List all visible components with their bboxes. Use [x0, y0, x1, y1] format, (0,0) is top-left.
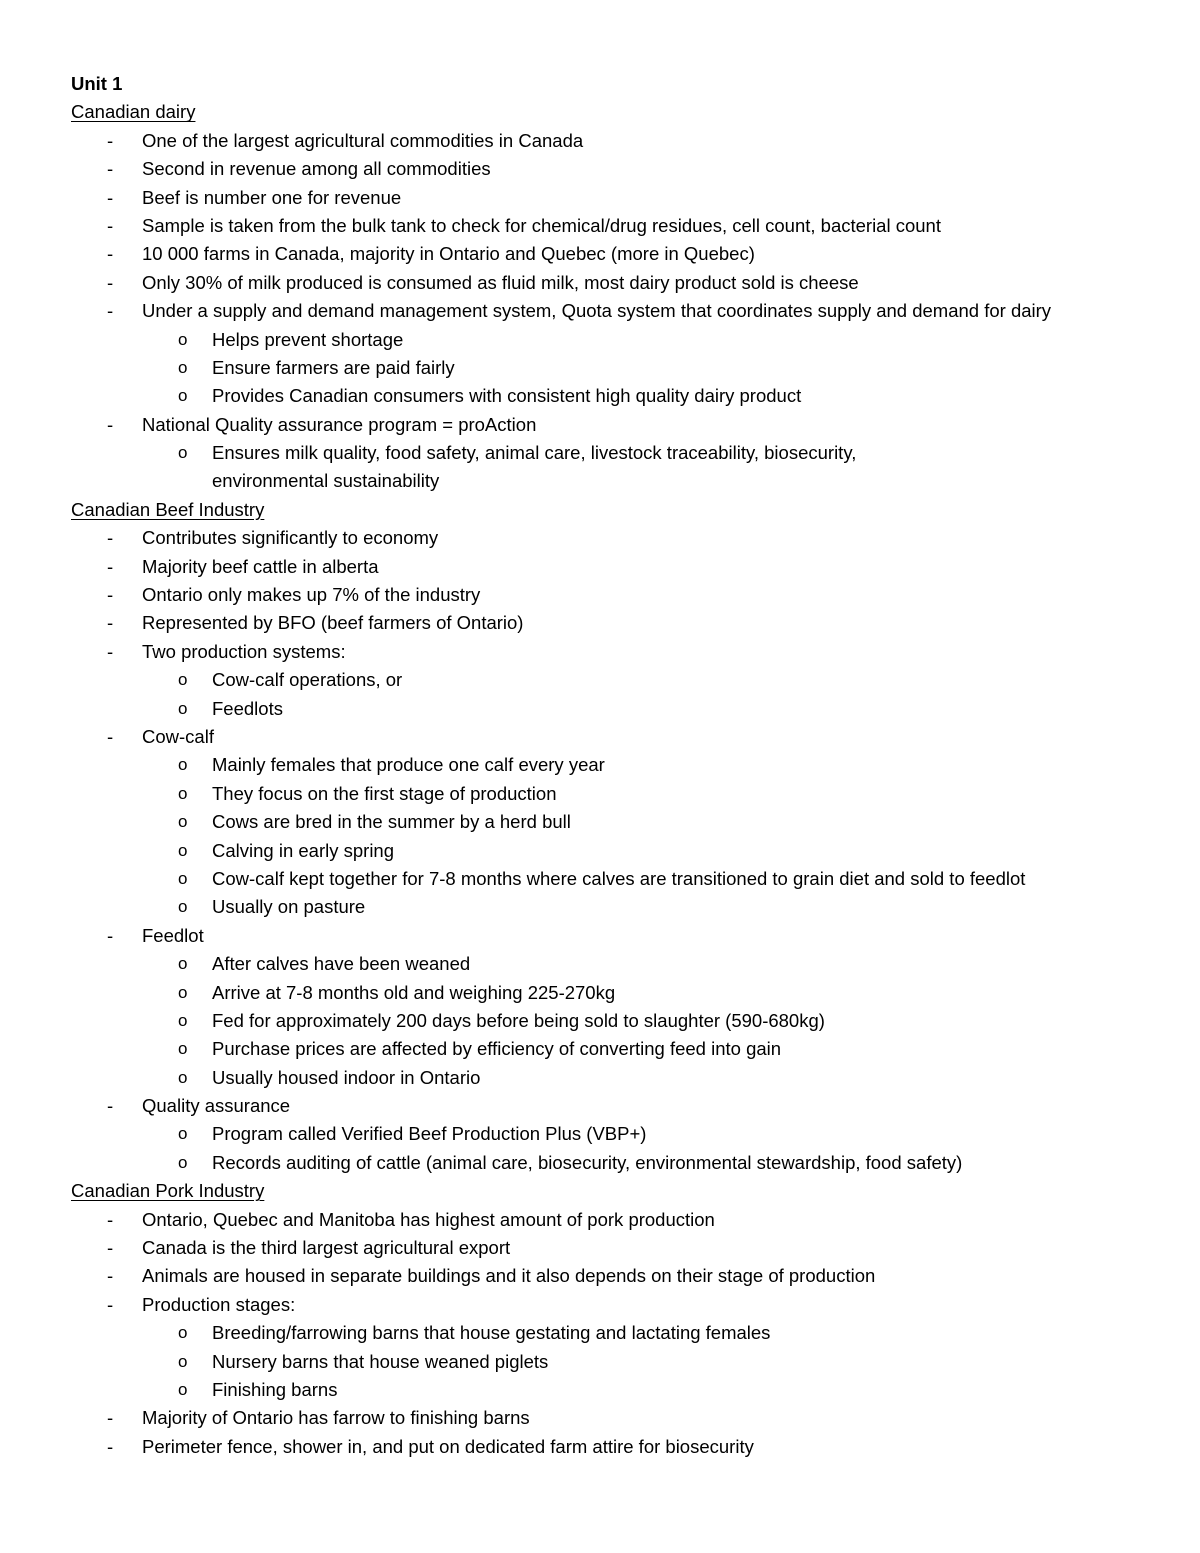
sub-list-item-text: Cow-calf kept together for 7-8 months where calves are transitioned to grain diet and sold to feedlot: [212, 867, 1026, 889]
dash-bullet: -: [107, 300, 114, 322]
list-item-text: Perimeter fence, shower in, and put on dedicated farm attire for biosecurity: [142, 1435, 754, 1457]
circle-bullet: o: [178, 1152, 188, 1172]
dash-bullet: -: [107, 129, 114, 151]
dash-bullet: -: [107, 527, 114, 549]
list-item: [71, 1404, 1131, 1432]
circle-bullet: o: [178, 954, 188, 974]
section-heading: [71, 1177, 1131, 1205]
sub-list-item-text: Purchase prices are affected by efficiency of converting feed into gain: [212, 1038, 782, 1060]
document-content: [71, 98, 1131, 1461]
sub-list-item-text: Program called Verified Beef Production Plus (VBP+): [212, 1123, 647, 1145]
section-heading: [71, 496, 1131, 524]
sub-list-item-text: Usually housed indoor in Ontario: [212, 1066, 481, 1088]
circle-bullet: o: [178, 1039, 188, 1059]
list-item: [71, 553, 1131, 581]
dash-bullet: -: [107, 1435, 114, 1457]
list-item: [71, 155, 1131, 183]
circle-bullet: o: [178, 443, 188, 463]
list-item-text: National Quality assurance program = proAction: [142, 413, 537, 435]
sub-list-item: [71, 1120, 1131, 1148]
circle-bullet: o: [178, 1323, 188, 1343]
section-heading-text: Canadian dairy: [71, 101, 196, 123]
list-item-text: 10 000 farms in Canada, majority in Ontario and Quebec (more in Quebec): [142, 243, 755, 265]
sub-list-item: [71, 780, 1131, 808]
dash-bullet: -: [107, 1095, 114, 1117]
list-item-text: Ontario only makes up 7% of the industry: [142, 584, 481, 606]
list-item-text: Two production systems:: [142, 640, 346, 662]
sub-list-item-text: After calves have been weaned: [212, 953, 471, 975]
section-heading-text: Canadian Beef Industry: [71, 498, 265, 520]
list-item: [71, 1092, 1131, 1120]
dash-bullet: -: [107, 1407, 114, 1429]
dash-bullet: -: [107, 584, 114, 606]
list-item: [71, 723, 1131, 751]
sub-list-item: [71, 950, 1131, 978]
sub-list-item-text: Helps prevent shortage: [212, 328, 404, 350]
list-item: [71, 1262, 1131, 1290]
sub-list-item: [71, 1149, 1131, 1177]
circle-bullet: o: [178, 698, 188, 718]
list-item-text: Production stages:: [142, 1293, 296, 1315]
dash-bullet: -: [107, 1208, 114, 1230]
circle-bullet: o: [178, 1067, 188, 1087]
list-item-text: Contributes significantly to economy: [142, 527, 439, 549]
list-item-text: Majority beef cattle in alberta: [142, 555, 379, 577]
list-item-text: Cow-calf: [142, 725, 214, 747]
sub-list-item-text: Usually on pasture: [212, 896, 366, 918]
list-item-text: Under a supply and demand management system, Quota system that coordinates supply and demand for dairy: [142, 300, 1052, 322]
list-item: [71, 297, 1131, 325]
sub-list-item-text: Ensures milk quality, food safety, animal care, livestock traceability, biosecurity,: [212, 442, 857, 464]
list-item: [71, 411, 1131, 439]
sub-list-item-text: Breeding/farrowing barns that house gestating and lactating females: [212, 1322, 771, 1344]
list-item-text: Quality assurance: [142, 1095, 291, 1117]
dash-bullet: -: [107, 158, 114, 180]
sub-list-item-text: Cows are bred in the summer by a herd bull: [212, 811, 571, 833]
sub-list-item-text: Fed for approximately 200 days before being sold to slaughter (590-680kg): [212, 1009, 825, 1031]
sub-list-item: [71, 1376, 1131, 1404]
list-item: [71, 1291, 1131, 1319]
circle-bullet: o: [178, 840, 188, 860]
sub-list-item-text: Feedlots: [212, 697, 283, 719]
sub-list-item-continuation: [71, 467, 1131, 495]
dash-bullet: -: [107, 555, 114, 577]
list-item-text: Only 30% of milk produced is consumed as fluid milk, most dairy product sold is cheese: [142, 271, 859, 293]
sub-list-item: [71, 808, 1131, 836]
sub-list-item: [71, 382, 1131, 410]
list-item-text: Represented by BFO (beef farmers of Ontario): [142, 612, 524, 634]
section-heading: [71, 98, 1131, 126]
dash-bullet: -: [107, 1293, 114, 1315]
sub-list-item: [71, 1035, 1131, 1063]
dash-bullet: -: [107, 243, 114, 265]
document-title: Unit 1: [71, 73, 123, 94]
sub-list-item-text: Calving in early spring: [212, 839, 395, 861]
circle-bullet: o: [178, 812, 188, 832]
sub-list-item: [71, 1064, 1131, 1092]
list-item: [71, 638, 1131, 666]
list-item-text: One of the largest agricultural commodities in Canada: [142, 129, 584, 151]
circle-bullet: o: [178, 1351, 188, 1371]
list-item: [71, 609, 1131, 637]
list-item-text: Ontario, Quebec and Manitoba has highest amount of pork production: [142, 1208, 715, 1230]
sub-list-item-text: Provides Canadian consumers with consistent high quality dairy product: [212, 385, 802, 407]
sub-list-item: [71, 751, 1131, 779]
list-item: [71, 127, 1131, 155]
list-item: [71, 1234, 1131, 1262]
list-item-text: Animals are housed in separate buildings and it also depends on their stage of production: [142, 1265, 876, 1287]
circle-bullet: o: [178, 1379, 188, 1399]
dash-bullet: -: [107, 1265, 114, 1287]
sub-list-item: [71, 326, 1131, 354]
sub-list-item-text: They focus on the first stage of production: [212, 782, 557, 804]
sub-list-item-text: Cow-calf operations, or: [212, 669, 403, 691]
sub-list-item-text: Ensure farmers are paid fairly: [212, 356, 455, 378]
circle-bullet: o: [178, 1124, 188, 1144]
list-item: [71, 524, 1131, 552]
sub-list-item: [71, 354, 1131, 382]
list-item-text: Beef is number one for revenue: [142, 186, 402, 208]
list-item-text: Canada is the third largest agricultural export: [142, 1237, 511, 1259]
sub-list-item: [71, 893, 1131, 921]
sub-list-item: [71, 666, 1131, 694]
list-item: [71, 184, 1131, 212]
sub-list-item: [71, 1348, 1131, 1376]
dash-bullet: -: [107, 271, 114, 293]
sub-list-item-text: Arrive at 7-8 months old and weighing 225-270kg: [212, 981, 616, 1003]
sub-list-item: [71, 1319, 1131, 1347]
circle-bullet: o: [178, 386, 188, 406]
dash-bullet: -: [107, 640, 114, 662]
circle-bullet: o: [178, 868, 188, 888]
circle-bullet: o: [178, 1010, 188, 1030]
dash-bullet: -: [107, 1237, 114, 1259]
list-item: [71, 1206, 1131, 1234]
sub-list-item-text: Mainly females that produce one calf every year: [212, 754, 605, 776]
list-item: [71, 240, 1131, 268]
sub-list-item-text-continuation: environmental sustainability: [212, 470, 440, 492]
circle-bullet: o: [178, 755, 188, 775]
dash-bullet: -: [107, 186, 114, 208]
sub-list-item: [71, 837, 1131, 865]
dash-bullet: -: [107, 413, 114, 435]
circle-bullet: o: [178, 783, 188, 803]
list-item: [71, 269, 1131, 297]
list-item-text: Sample is taken from the bulk tank to check for chemical/drug residues, cell count, bacterial count: [142, 214, 941, 236]
sub-list-item: [71, 865, 1131, 893]
dash-bullet: -: [107, 214, 114, 236]
sub-list-item: [71, 1007, 1131, 1035]
dash-bullet: -: [107, 725, 114, 747]
list-item-text: Majority of Ontario has farrow to finishing barns: [142, 1407, 530, 1429]
list-item: [71, 581, 1131, 609]
sub-list-item: [71, 979, 1131, 1007]
list-item: [71, 922, 1131, 950]
sub-list-item-text: Records auditing of cattle (animal care, biosecurity, environmental stewardship, food safety): [212, 1151, 963, 1173]
section-heading-text: Canadian Pork Industry: [71, 1180, 265, 1202]
list-item-text: Feedlot: [142, 924, 204, 946]
list-item: [71, 212, 1131, 240]
dash-bullet: -: [107, 612, 114, 634]
circle-bullet: o: [178, 670, 188, 690]
list-item-text: Second in revenue among all commodities: [142, 158, 491, 180]
document-page: [71, 70, 1131, 1461]
sub-list-item: [71, 695, 1131, 723]
circle-bullet: o: [178, 982, 188, 1002]
sub-list-item: [71, 439, 1131, 467]
sub-list-item-text: Finishing barns: [212, 1378, 338, 1400]
dash-bullet: -: [107, 924, 114, 946]
circle-bullet: o: [178, 357, 188, 377]
sub-list-item-text: Nursery barns that house weaned piglets: [212, 1350, 549, 1372]
circle-bullet: o: [178, 329, 188, 349]
circle-bullet: o: [178, 897, 188, 917]
list-item: [71, 1433, 1131, 1461]
